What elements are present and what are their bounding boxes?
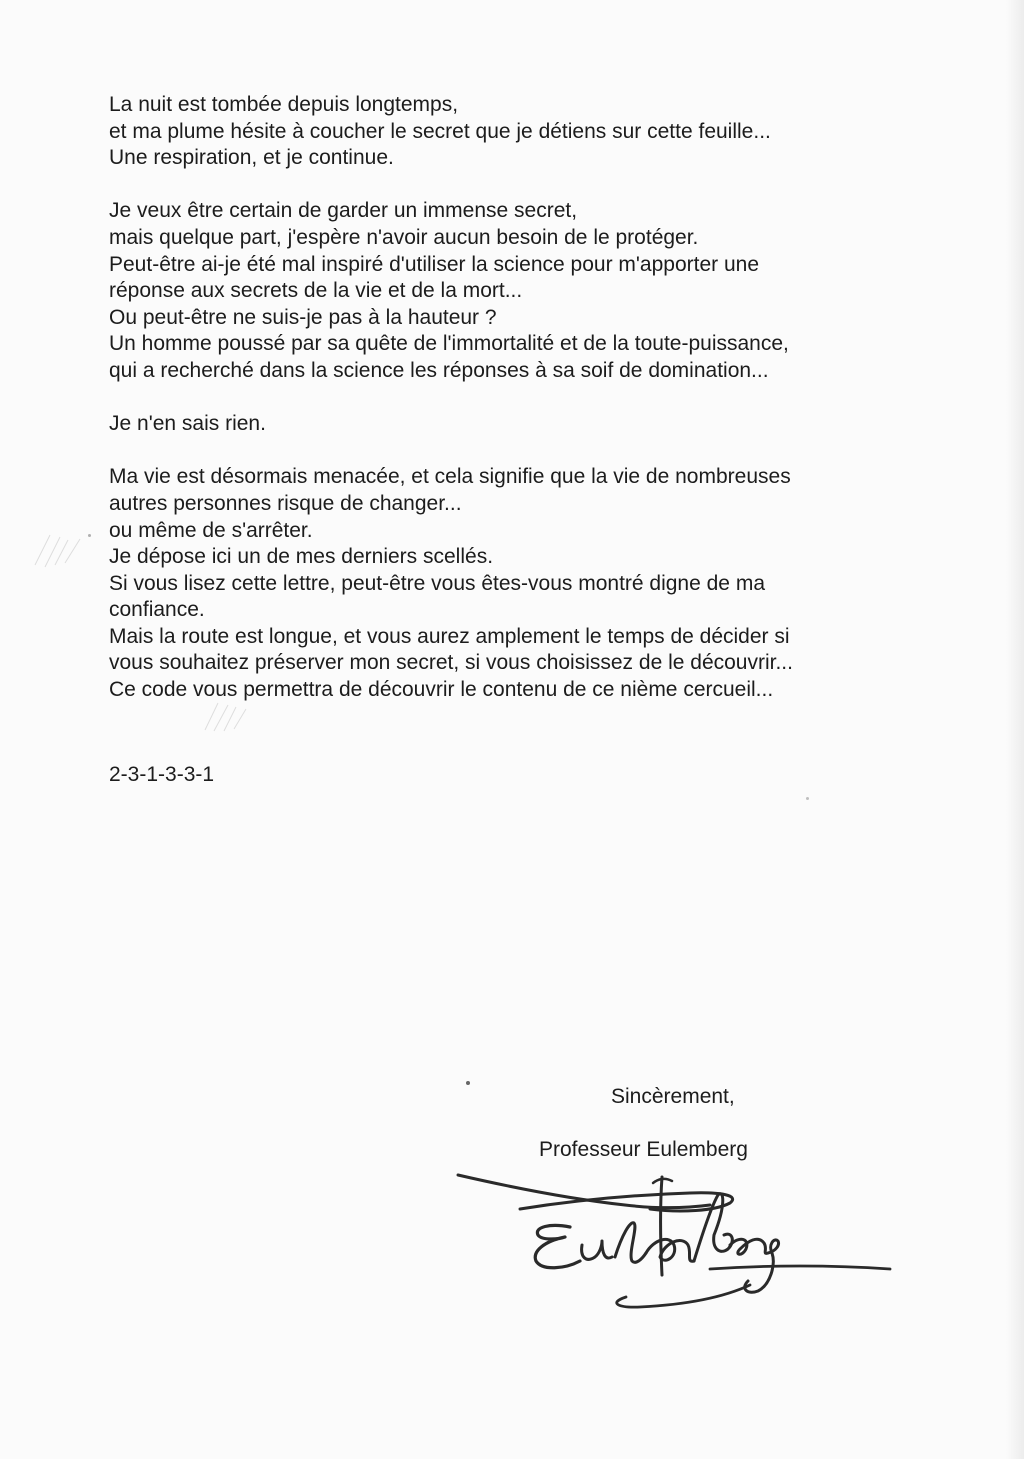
text-line: Je dépose ici un de mes derniers scellés.	[109, 545, 494, 569]
text-line: vous souhaitez préserver mon secret, si vous choisissez de le découvrir...	[109, 651, 793, 675]
page-edge-shadow	[1006, 0, 1024, 1459]
text-line: confiance.	[109, 598, 205, 622]
text-line: Si vous lisez cette lettre, peut-être vous êtes-vous montré digne de ma	[109, 571, 765, 595]
text-line: autres personnes risque de changer...	[109, 491, 462, 515]
scan-smudge	[30, 525, 90, 575]
scan-speck	[88, 534, 91, 537]
text-line: Peut-être ai-je été mal inspiré d'utiliser la science pour m'apporter une	[109, 252, 760, 276]
text-line: Une respiration, et je continue.	[109, 146, 394, 170]
paragraph	[109, 198, 909, 384]
paragraph	[109, 464, 909, 703]
scan-speck	[806, 797, 809, 800]
closing-salutation: Sincèrement,	[611, 1085, 735, 1108]
text-line: réponse aux secrets de la vie et de la mort...	[109, 279, 523, 303]
text-line: Mais la route est longue, et vous aurez amplement le temps de décider si	[109, 624, 790, 648]
text-line: La nuit est tombée depuis longtemps,	[109, 93, 459, 116]
text-line: Je veux être certain de garder un immense secret,	[109, 199, 578, 223]
author-name: Professeur Eulemberg	[539, 1138, 748, 1161]
text-line: et ma plume hésite à coucher le secret que je détiens sur cette feuille...	[109, 119, 771, 143]
paragraph	[109, 411, 909, 438]
text-line: Ce code vous permettra de découvrir le contenu de ce nième cercueil...	[109, 678, 774, 702]
text-line: ou même de s'arrêter.	[109, 518, 313, 542]
text-line: Un homme poussé par sa quête de l'immortalité et de la toute-puissance,	[109, 332, 789, 356]
secret-code: 2-3-1-3-3-1	[109, 763, 215, 786]
paragraph	[109, 92, 909, 172]
text-line: qui a recherché dans la science les réponses à sa soif de domination...	[109, 358, 769, 382]
text-line: Ma vie est désormais menacée, et cela signifie que la vie de nombreuses	[109, 465, 791, 489]
letter-body	[109, 92, 909, 730]
scan-speck	[466, 1081, 470, 1085]
text-line: mais quelque part, j'espère n'avoir aucun besoin de le protéger.	[109, 225, 699, 249]
text-line: Ou peut-être ne suis-je pas à la hauteur ?	[109, 305, 497, 329]
text-line: Je n'en sais rien.	[109, 412, 266, 436]
signature-icon	[450, 1165, 900, 1325]
